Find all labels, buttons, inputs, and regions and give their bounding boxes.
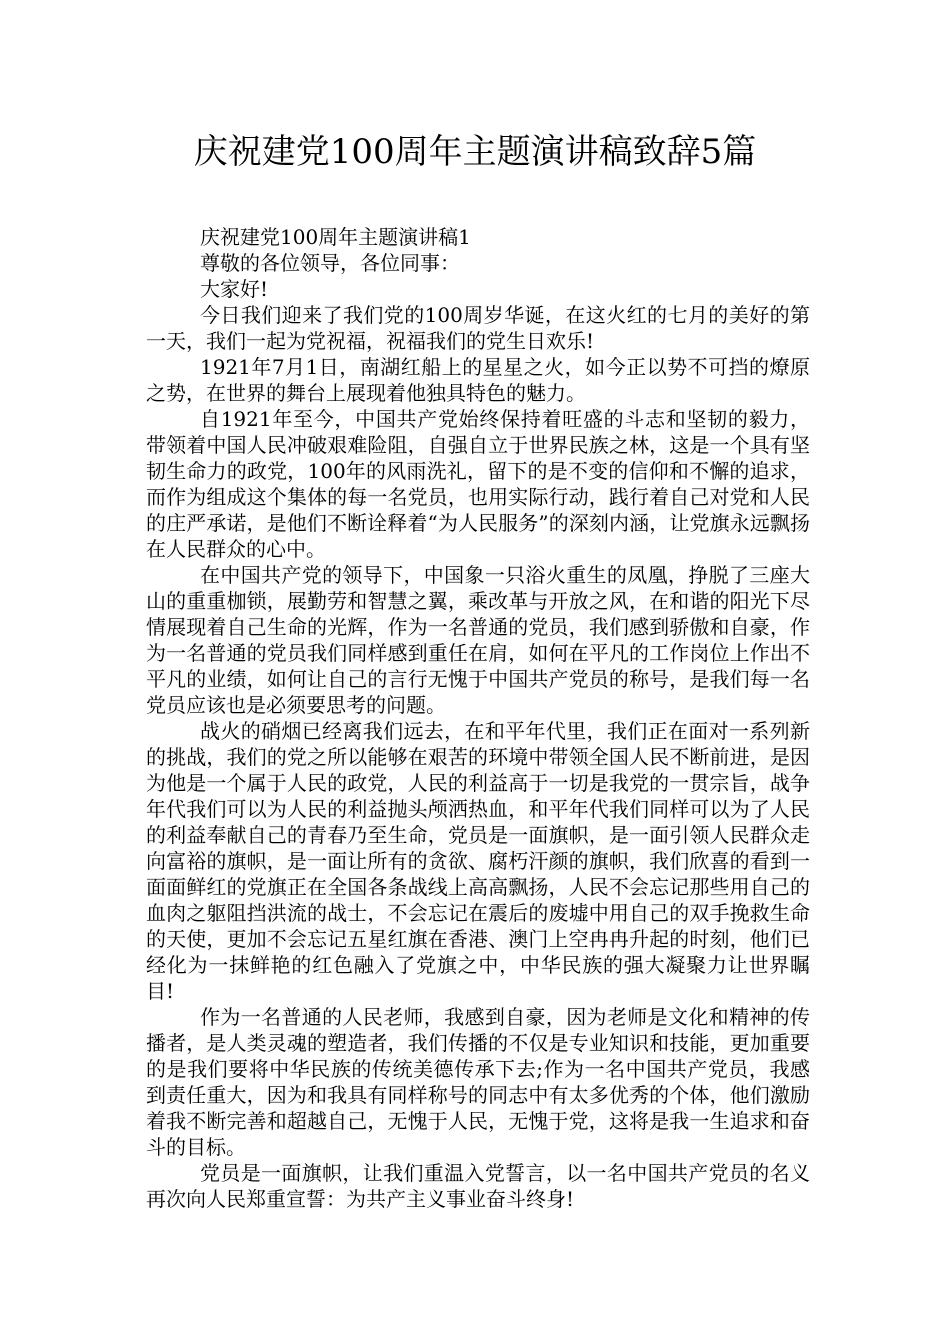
paragraph: 战火的硝烟已经离我们远去，在和平年代里，我们正在面对一系列新的挑战，我们的党之所以能够在艰苦的环境中带领全国人民不断前进，是因为他是一个属于人民的政党，人民的利益高于一切是我党的一贯宗旨，战争年代我们可以为人民的利益抛头颅洒热血，和平年代我们同样可以为了人民的利益奉献自己的青春乃至生命，党员是一面旗帜，是一面引领人民群众走向富裕的旗帜，是一面让所有的贪欲、腐朽汗颜的旗帜，我们欣喜的看到一面面鲜红的党旗正在全国各条战线上高高飘扬，人民不会忘记那些用自己的血肉之躯阻挡洪流的战士，不会忘记在震后的废墟中用自己的双手挽救生命的天使，更加不会忘记五星红旗在香港、澳门上空冉冉升起的时刻，他们已经化为一抹鲜艳的红色融入了党旗之中，中华民族的强大凝聚力让世界瞩目! <box>146 719 810 1003</box>
paragraph: 党员是一面旗帜，让我们重温入党誓言，以一名中国共产党员的名义再次向人民郑重宣誓：为共产主义事业奋斗终身! <box>146 1161 810 1211</box>
paragraph: 在中国共产党的领导下，中国象一只浴火重生的凤凰，挣脱了三座大山的重重枷锁，展勤劳和智慧之翼，乘改革与开放之风，在和谐的阳光下尽情展现着自己生命的光辉，作为一名普通的党员，我们感到骄傲和自豪，作为一名普通的党员我们同样感到重任在肩，如何在平凡的工作岗位上作出不平凡的业绩，如何让自己的言行无愧于中国共产党员的称号，是我们每一名党员应该也是必须要思考的问题。 <box>146 563 810 717</box>
greeting: 大家好! <box>200 277 269 301</box>
document-body <box>146 224 810 1212</box>
document-title: 庆祝建党100周年主题演讲稿致辞5篇 <box>193 132 757 172</box>
section-heading: 庆祝建党100周年主题演讲稿1 <box>200 225 471 249</box>
salutation: 尊敬的各位领导，各位同事： <box>200 251 460 275</box>
paragraph: 作为一名普通的人民老师，我感到自豪，因为老师是文化和精神的传播者，是人类灵魂的塑造者，我们传播的不仅是专业知识和技能，更加重要的是我们要将中华民族的传统美德传承下去;作为一名中国共产党员，我感到责任重大，因为和我具有同样称号的同志中有太多优秀的个体，他们激励着我不断完善和超越自己，无愧于人民，无愧于党，这将是我一生追求和奋斗的目标。 <box>146 1005 810 1159</box>
paragraph: 今日我们迎来了我们党的100周岁华诞，在这火红的七月的美好的第一天，我们一起为党祝福，祝福我们的党生日欢乐! <box>146 303 810 353</box>
paragraph: 自1921年至今，中国共产党始终保持着旺盛的斗志和坚韧的毅力，带领着中国人民冲破艰难险阻，自强自立于世界民族之林，这是一个具有坚韧生命力的政党，100年的风雨洗礼，留下的是不变的信仰和不懈的追求，而作为组成这个集体的每一名党员，也用实际行动，践行着自己对党和人民的庄严承诺，是他们不断诠释着“为人民服务”的深刻内涵，让党旗永远飘扬在人民群众的心中。 <box>146 407 810 561</box>
paragraph: 1921年7月1日，南湖红船上的星星之火，如今正以势不可挡的燎原之势，在世界的舞台上展现着他独具特色的魅力。 <box>146 355 810 405</box>
